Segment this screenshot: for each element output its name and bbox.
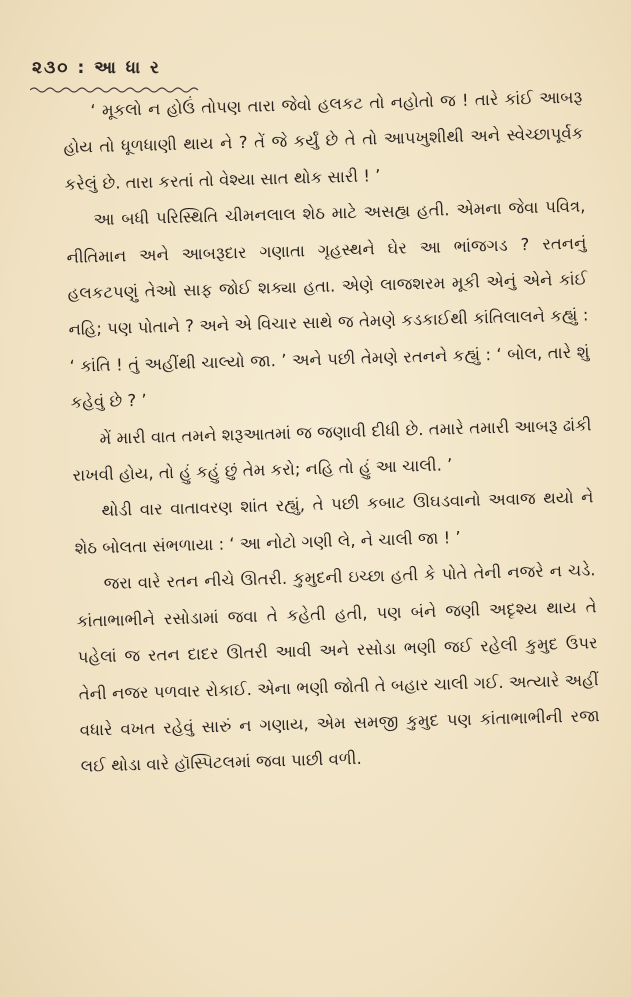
- paragraph-3: મેં મારી વાત તમને શરૂઆતમાં જ જણાવી દીધી છે. તમારે તમારી આબરૂ ઢાંકી રાખવી હોય, તો હું કહું છું તેમ કરો; નહિ તો હું આ ચાલી. ’: [72, 415, 592, 485]
- page-number: ૨૩૦: [32, 58, 70, 78]
- header-separator: :: [77, 58, 87, 78]
- paragraph-4: થોડી વાર વાતાવરણ શાંત રહ્યું, તે પછી કબાટ ઊઘડવાનો અવાજ થયો ને શેઠ બોલતા સંભળાયા : ‘ આ નોટો ગણી લે, ને ચાલી જા ! ’: [74, 487, 594, 558]
- paragraph-2: આ બધી પરિસ્થિતિ ચીમનલાલ શેઠ માટે અસહ્ય હતી. એમના જેવા પવિત્ર, નીતિમાન અને આબરૂદાર ગણાતા ગૃહસ્થને ઘેર આ ભાંજગડ ? રતનનું હલકટપણું તેઓ સાફ જોઈ શક્યા હતા. એણે લાજશરમ મૂકી એનું એને કાંઈ નહિ; પણ પોતાને ? અને એ વિચાર સાથે જ તેમણે કડકાઈથી કાંતિલાલને કહ્યું : ‘ કાંતિ ! તું અહીંથી ચાલ્યો જા. ’ અને પછી તેમણે રતનને કહ્યું : ‘ બોલ, તારે શું કહેવું છે ? ’: [66, 196, 590, 413]
- paragraph-1: ‘ મૂકલો ન હોઉં તોપણ તારા જેવો હલકટ તો નહોતો જ ! તારે કાંઈ આબરૂ હોય તો ધૂળધાણી થાય ને ? તેં જે કર્યું છે તે તો આપખુશીથી અને સ્વેચ્છાપૂર્વક કરેલું છે. તારા કરતાં તો વેશ્યા સાત થોક સારી ! ’: [63, 87, 584, 194]
- page-header: [32, 58, 161, 78]
- body-text: [62, 79, 601, 785]
- paragraph-5: જરા વારે રતન નીચે ઊતરી. કુમુદની ઇચ્છા હતી કે પોતે તેની નજરે ન ચડે. કાંતાભાભીને રસોડામાં જવા તે કહેતી હતી, પણ બંને જણી અદૃશ્ય થાય તે પહેલાં જ રતન દાદર ઊતરી આવી અને રસોડા ભણી જઈ રહેલી કુમુદ ઉપર તેની નજર પળવાર રોકાઈ. એના ભણી જોતી તે બહાર ચાલી ગઈ. અત્યારે અહીં વધારે વખત રહેવું સારું ન ગણાય, એમ સમજી કુમુદ પણ કાંતાભાભીની રજા લઈ થોડા વારે હૉસ્પિટલમાં જવા પાછી વળી.: [76, 560, 600, 777]
- book-title: આ ધા ર: [94, 58, 161, 78]
